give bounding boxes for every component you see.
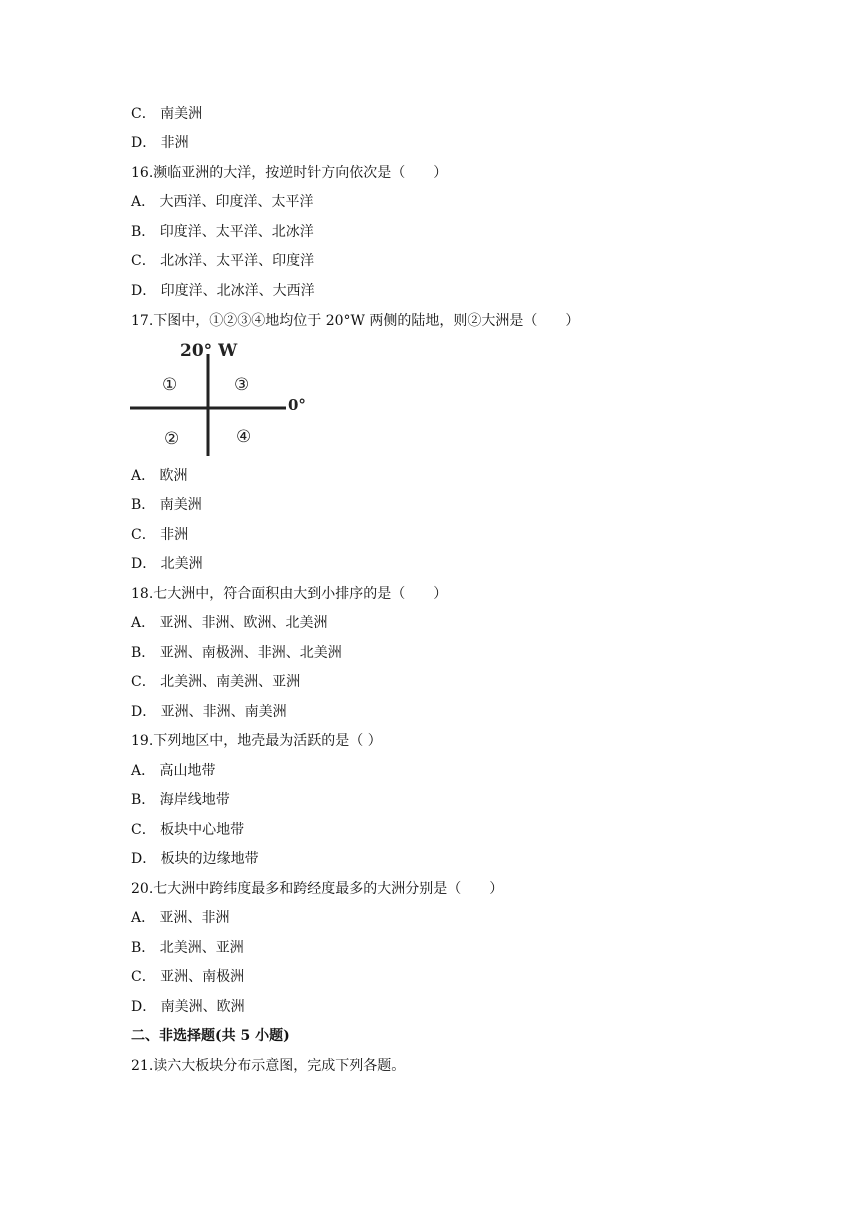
option-a-q18: A． 亚洲、非洲、欧洲、北美洲 [131, 615, 328, 631]
question-16: 16.濒临亚洲的大洋，按逆时针方向依次是（ ） [131, 165, 448, 181]
option-b-q17: B． 南美洲 [131, 497, 202, 513]
section-heading-non-choice: 二、非选择题(共 5 小题) [131, 1028, 290, 1044]
option-c-q18: C． 北美洲、南美洲、亚洲 [131, 674, 301, 690]
question-21: 21.读六大板块分布示意图，完成下列各题。 [131, 1058, 406, 1074]
option-b-q16: B． 印度洋、太平洋、北冰洋 [131, 224, 314, 240]
region-4-label: ④ [236, 427, 252, 447]
option-c-q17: C． 非洲 [131, 527, 189, 543]
option-a-q20: A． 亚洲、非洲 [131, 910, 230, 926]
option-d-q20: D． 南美洲、欧洲 [131, 999, 245, 1015]
option-a-q17: A． 欧洲 [131, 468, 188, 484]
question-19: 19.下列地区中，地壳最为活跃的是（ ） [131, 733, 382, 749]
option-c-q15: C． 南美洲 [131, 106, 203, 122]
option-a-q16: A． 大西洋、印度洋、太平洋 [131, 194, 314, 210]
option-c-q16: C． 北冰洋、太平洋、印度洋 [131, 253, 315, 269]
option-d-q16: D． 印度洋、北冰洋、大西洋 [131, 283, 315, 299]
option-d-q17: D． 北美洲 [131, 556, 203, 572]
region-1-label: ① [162, 375, 178, 395]
longitude-quadrant-figure [128, 340, 308, 458]
option-a-q19: A． 高山地带 [131, 763, 216, 779]
option-d-q18: D． 亚洲、非洲、南美洲 [131, 704, 287, 720]
option-d-q19: D． 板块的边缘地带 [131, 851, 259, 867]
option-b-q20: B． 北美洲、亚洲 [131, 940, 244, 956]
question-17: 17.下图中，①②③④地均位于 20°W 两侧的陆地，则②大洲是（ ） [131, 313, 580, 329]
region-2-label: ② [164, 429, 180, 449]
option-b-q18: B． 亚洲、南极洲、非洲、北美洲 [131, 645, 342, 661]
option-d-q15: D． 非洲 [131, 135, 189, 151]
question-18: 18.七大洲中，符合面积由大到小排序的是（ ） [131, 586, 448, 602]
option-b-q19: B． 海岸线地带 [131, 792, 230, 808]
region-3-label: ③ [234, 375, 250, 395]
equator-label: 0° [288, 396, 306, 414]
question-20: 20.七大洲中跨纬度最多和跨经度最多的大洲分别是（ ） [131, 881, 504, 897]
meridian-label: 20° W [180, 341, 238, 361]
option-c-q20: C． 亚洲、南极洲 [131, 969, 245, 985]
option-c-q19: C． 板块中心地带 [131, 822, 245, 838]
